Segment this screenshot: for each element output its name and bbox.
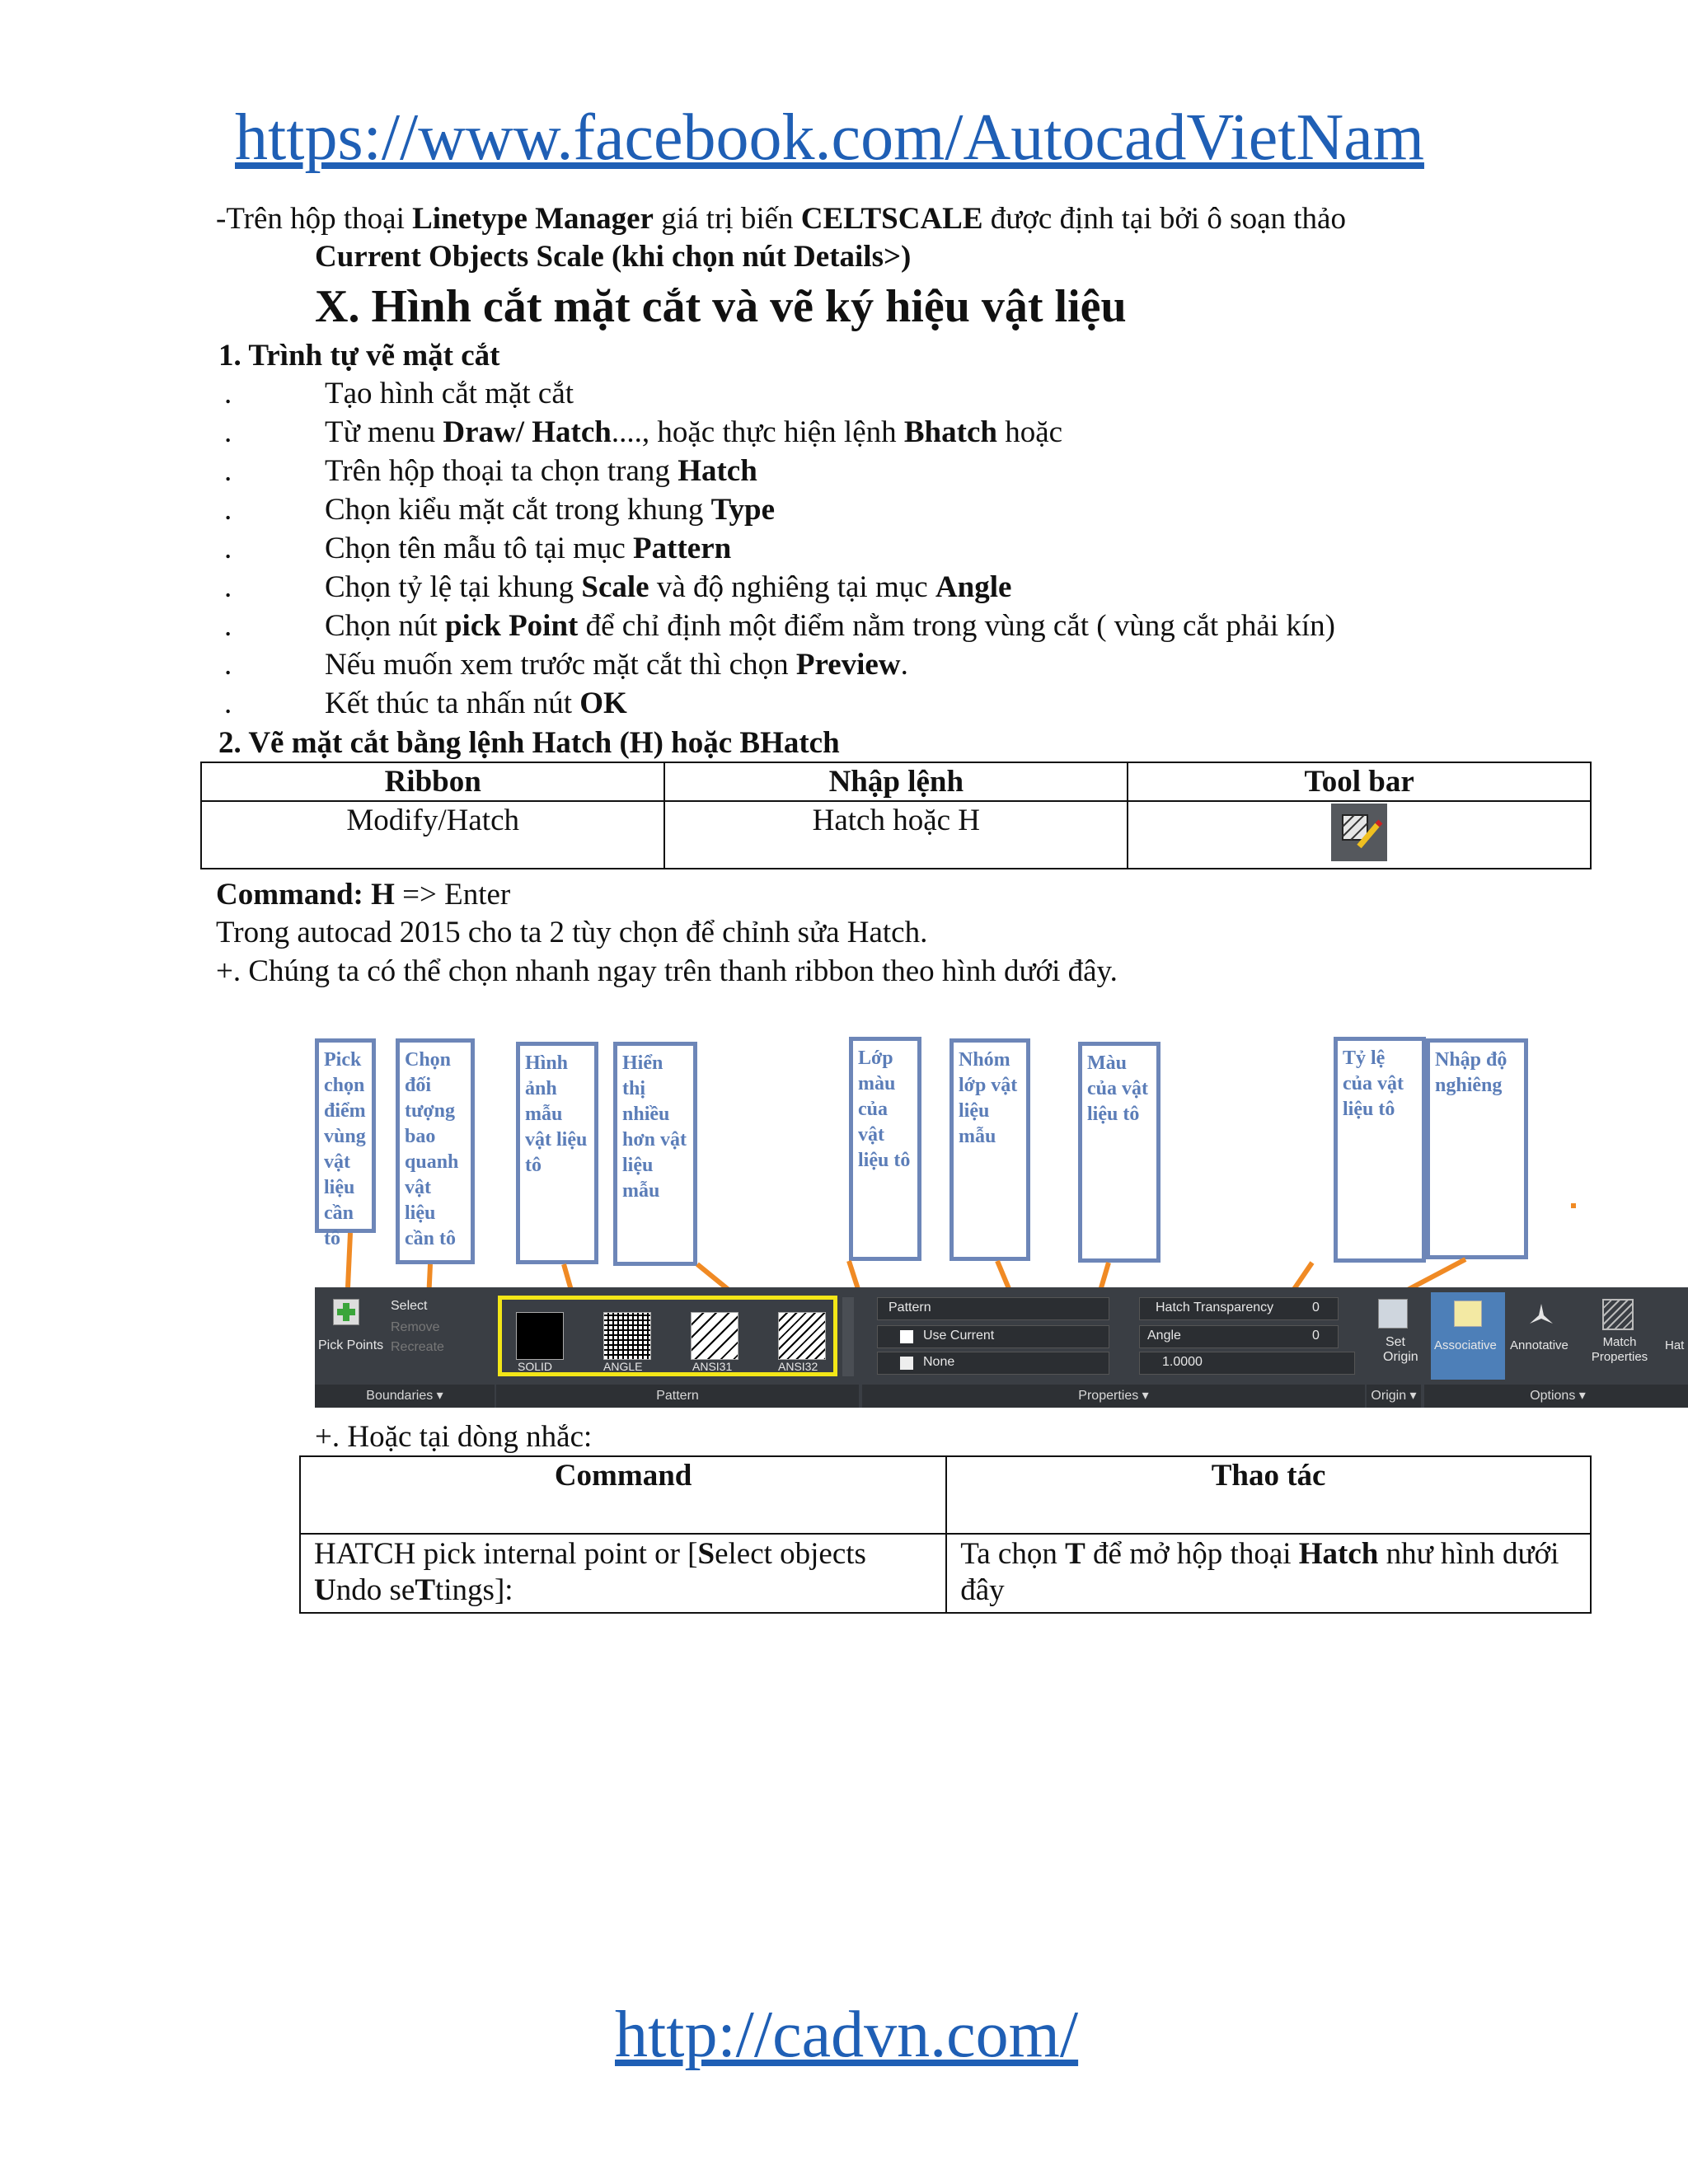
paragraph-1: Trong autocad 2015 cho ta 2 tùy chọn để chỉnh sửa Hatch.: [216, 916, 928, 949]
hatch-color-value: Use Current: [923, 1329, 995, 1343]
header-link[interactable]: https://www.facebook.com/AutocadVietNam: [235, 101, 1424, 174]
pick-points-icon[interactable]: [333, 1299, 359, 1325]
angle-value: 0: [1312, 1329, 1320, 1343]
step-text: [325, 492, 775, 527]
pattern-angle[interactable]: [603, 1312, 651, 1360]
step-part: và độ nghiêng tại mục: [649, 570, 935, 604]
alt-line: +. Hoặc tại dòng nhắc:: [315, 1420, 593, 1454]
step-item: [224, 492, 1461, 531]
command-bold: Command: H: [216, 878, 395, 912]
cmd-key: S: [697, 1537, 715, 1571]
color-swatch: [900, 1330, 913, 1343]
subheading-1: 1. Trình tự vẽ mặt cắt: [218, 339, 500, 373]
callout-angle: Nhập độ nghiêng: [1426, 1038, 1528, 1259]
step-part: ...., hoặc thực hiện lệnh: [611, 415, 904, 449]
pattern-label: ANSI31: [692, 1360, 733, 1373]
step-bold: Bhatch: [903, 415, 997, 449]
bullet-dot: .: [224, 570, 232, 604]
pattern-group-title: Pattern: [496, 1385, 859, 1408]
step-item: [224, 608, 1461, 647]
scale-value: 1.0000: [1162, 1355, 1203, 1369]
pattern-label: ANGLE: [603, 1360, 643, 1373]
bullet-dot: .: [224, 532, 232, 565]
paragraph-2: +. Chúng ta có thể chọn nhanh ngay trên thanh ribbon theo hình dưới đây.: [216, 954, 1118, 988]
step-bold: Angle: [935, 570, 1012, 604]
step-part: Chọn kiểu mặt cắt trong khung: [325, 493, 711, 527]
table-header: Nhập lệnh: [664, 762, 1128, 801]
callout-pattern-group: Nhóm lớp vật liệu mẫu: [950, 1038, 1030, 1261]
annotative-icon[interactable]: [1526, 1301, 1556, 1334]
annotative-button[interactable]: Annotative: [1510, 1338, 1568, 1352]
footer-link[interactable]: http://cadvn.com/: [615, 1999, 1079, 2071]
match-properties-icon[interactable]: [1602, 1299, 1634, 1330]
intro-text: giá trị biến: [653, 202, 801, 236]
section-title: X. Hình cắt mặt cắt và vẽ ký hiệu vật liệu: [315, 281, 1127, 332]
table-header: Thao tác: [946, 1456, 1591, 1534]
step-text: [325, 453, 757, 489]
action-key: T: [1065, 1537, 1085, 1571]
intro-text: -Trên hộp thoại: [216, 202, 413, 236]
pattern-label: SOLID: [518, 1360, 553, 1373]
steps-list: [224, 376, 1461, 724]
pattern-scrollbar[interactable]: [842, 1297, 854, 1376]
step-part: Từ menu: [325, 415, 443, 449]
step-part: Tạo hình cắt mặt cắt: [325, 377, 574, 410]
callout-color: Màu của vật liệu tô: [1078, 1042, 1160, 1263]
callout-pick-points: Pick chọn điểm vùng vật liệu cần tô: [315, 1038, 376, 1233]
step-part: để chỉ định một điểm nằm trong vùng cắt ( vùng cắt phải kín): [578, 609, 1335, 643]
bullet-dot: .: [224, 648, 232, 682]
pattern-type-value: Pattern: [889, 1301, 931, 1315]
step-item: [224, 453, 1461, 492]
step-bold: OK: [579, 687, 627, 720]
bullet-dot: .: [224, 609, 232, 643]
bullet-dot: .: [224, 454, 232, 488]
step-part: .: [900, 648, 908, 682]
callout-more-patterns: Hiển thị nhiều hơn vật liệu mẫu: [613, 1042, 697, 1266]
step-item: [224, 647, 1461, 686]
step-part: Kết thúc ta nhấn nút: [325, 687, 580, 720]
step-text: [325, 647, 908, 682]
step-text: [325, 415, 1062, 450]
select-button[interactable]: Select: [391, 1299, 428, 1313]
step-part: Chọn tên mẫu tô tại mục: [325, 532, 634, 565]
origin-group-title[interactable]: Origin ▾: [1367, 1385, 1421, 1408]
intro-text: được định tại bởi ô soạn thảo: [982, 202, 1346, 236]
step-bold: Pattern: [633, 532, 732, 565]
angle-label: Angle: [1147, 1329, 1181, 1343]
command-table: [299, 1455, 1592, 1614]
intro-bold: Linetype Manager: [412, 202, 654, 236]
step-text: [325, 376, 574, 411]
callout-scale: Tỷ lệ của vật liệu tô: [1334, 1037, 1426, 1263]
options-group-title[interactable]: Options ▾: [1424, 1385, 1688, 1408]
intro-line-2: Current Objects Scale (khi chọn nút Details>): [315, 240, 912, 274]
step-text: [325, 686, 627, 721]
hatch-table: [200, 762, 1592, 869]
cmd-key: U: [314, 1573, 336, 1607]
action-key: Hatch: [1298, 1537, 1379, 1571]
action-text: như hình dưới đây: [960, 1537, 1559, 1607]
pattern-ansi32[interactable]: [778, 1312, 826, 1360]
step-bold: Type: [710, 493, 776, 527]
step-bold: Scale: [581, 570, 649, 604]
step-item: [224, 376, 1461, 415]
bullet-dot: .: [224, 687, 232, 720]
cmd-key: T: [415, 1573, 435, 1607]
cmd-text: elect objects: [715, 1537, 866, 1571]
remove-button[interactable]: Remove: [391, 1320, 440, 1334]
set-origin-icon[interactable]: [1378, 1299, 1408, 1329]
background-swatch: [900, 1357, 913, 1370]
toolbar-cell: [1128, 801, 1591, 869]
step-bold: pick Point: [444, 609, 579, 643]
step-item: [224, 686, 1461, 724]
intro-line-1: [216, 201, 1346, 237]
bullet-dot: .: [224, 415, 232, 449]
step-part: Trên hộp thoại ta chọn trang: [325, 454, 678, 488]
step-bold: Hatch: [678, 454, 757, 488]
transparency-value: 0: [1312, 1301, 1320, 1315]
step-part: hoặc: [996, 415, 1063, 449]
callout-layer-color: Lớp màu của vật liệu tô: [849, 1037, 921, 1261]
step-item: [224, 531, 1461, 569]
intro-bold: CELTSCALE: [800, 202, 983, 236]
recreate-button[interactable]: Recreate: [391, 1340, 444, 1354]
cmd-text: tings]:: [435, 1573, 513, 1607]
transparency-label: Hatch Transparency: [1156, 1301, 1274, 1315]
step-bold: Draw/ Hatch: [443, 415, 612, 449]
pattern-ansi31[interactable]: [691, 1312, 738, 1360]
table-header: Ribbon: [201, 762, 664, 801]
table-header: Tool bar: [1128, 762, 1591, 801]
step-item: [224, 569, 1461, 608]
subheading-2: 2. Vẽ mặt cắt bằng lệnh Hatch (H) hoặc BHatch: [218, 726, 840, 760]
action-text: Ta chọn: [960, 1537, 1066, 1571]
command-text: => Enter: [394, 878, 511, 912]
boundaries-group-title[interactable]: Boundaries ▾: [315, 1385, 495, 1408]
hatch-ribbon: [315, 1287, 1688, 1408]
step-text: [325, 608, 1335, 644]
bullet-dot: .: [224, 377, 232, 410]
pattern-solid[interactable]: [516, 1312, 564, 1360]
action-cell: [946, 1534, 1591, 1613]
step-bold: Preview: [795, 648, 901, 682]
background-color-value: None: [923, 1355, 955, 1369]
table-header: Command: [300, 1456, 946, 1534]
step-part: Chọn tỷ lệ tại khung: [325, 570, 582, 604]
command-cell: [300, 1534, 946, 1613]
step-text: [325, 569, 1011, 605]
callout-select-objects: Chọn đối tượng bao quanh vật liệu cần tô: [396, 1038, 475, 1264]
step-part: Chọn nút: [325, 609, 445, 643]
match-properties-button[interactable]: Match Properties: [1591, 1335, 1648, 1364]
properties-group-title[interactable]: Properties ▾: [862, 1385, 1365, 1408]
set-origin-button[interactable]: Set Origin: [1383, 1335, 1418, 1364]
hatch-tool-icon[interactable]: [1331, 804, 1387, 861]
cmd-text: ndo se: [335, 1573, 415, 1607]
ribbon-screenshot: [305, 1015, 1688, 1409]
pick-points-button[interactable]: Pick Points: [318, 1338, 384, 1352]
callout-pattern-image: Hình ảnh mẫu vật liệu tô: [516, 1042, 598, 1264]
command-line: [216, 877, 510, 912]
step-item: [224, 415, 1461, 453]
table-cell: Modify/Hatch: [201, 801, 664, 869]
cmd-text: HATCH pick internal point or [: [314, 1537, 698, 1571]
associative-label: Associative: [1434, 1338, 1497, 1352]
pattern-label: ANSI32: [778, 1360, 818, 1373]
step-part: Nếu muốn xem trước mặt cắt thì chọn: [325, 648, 796, 682]
cut-label: Hat: [1665, 1338, 1685, 1352]
table-cell: Hatch hoặc H: [664, 801, 1128, 869]
step-text: [325, 531, 731, 566]
associative-icon: [1454, 1301, 1482, 1327]
action-text: để mở hộp thoại: [1085, 1537, 1299, 1571]
bullet-dot: .: [224, 493, 232, 527]
